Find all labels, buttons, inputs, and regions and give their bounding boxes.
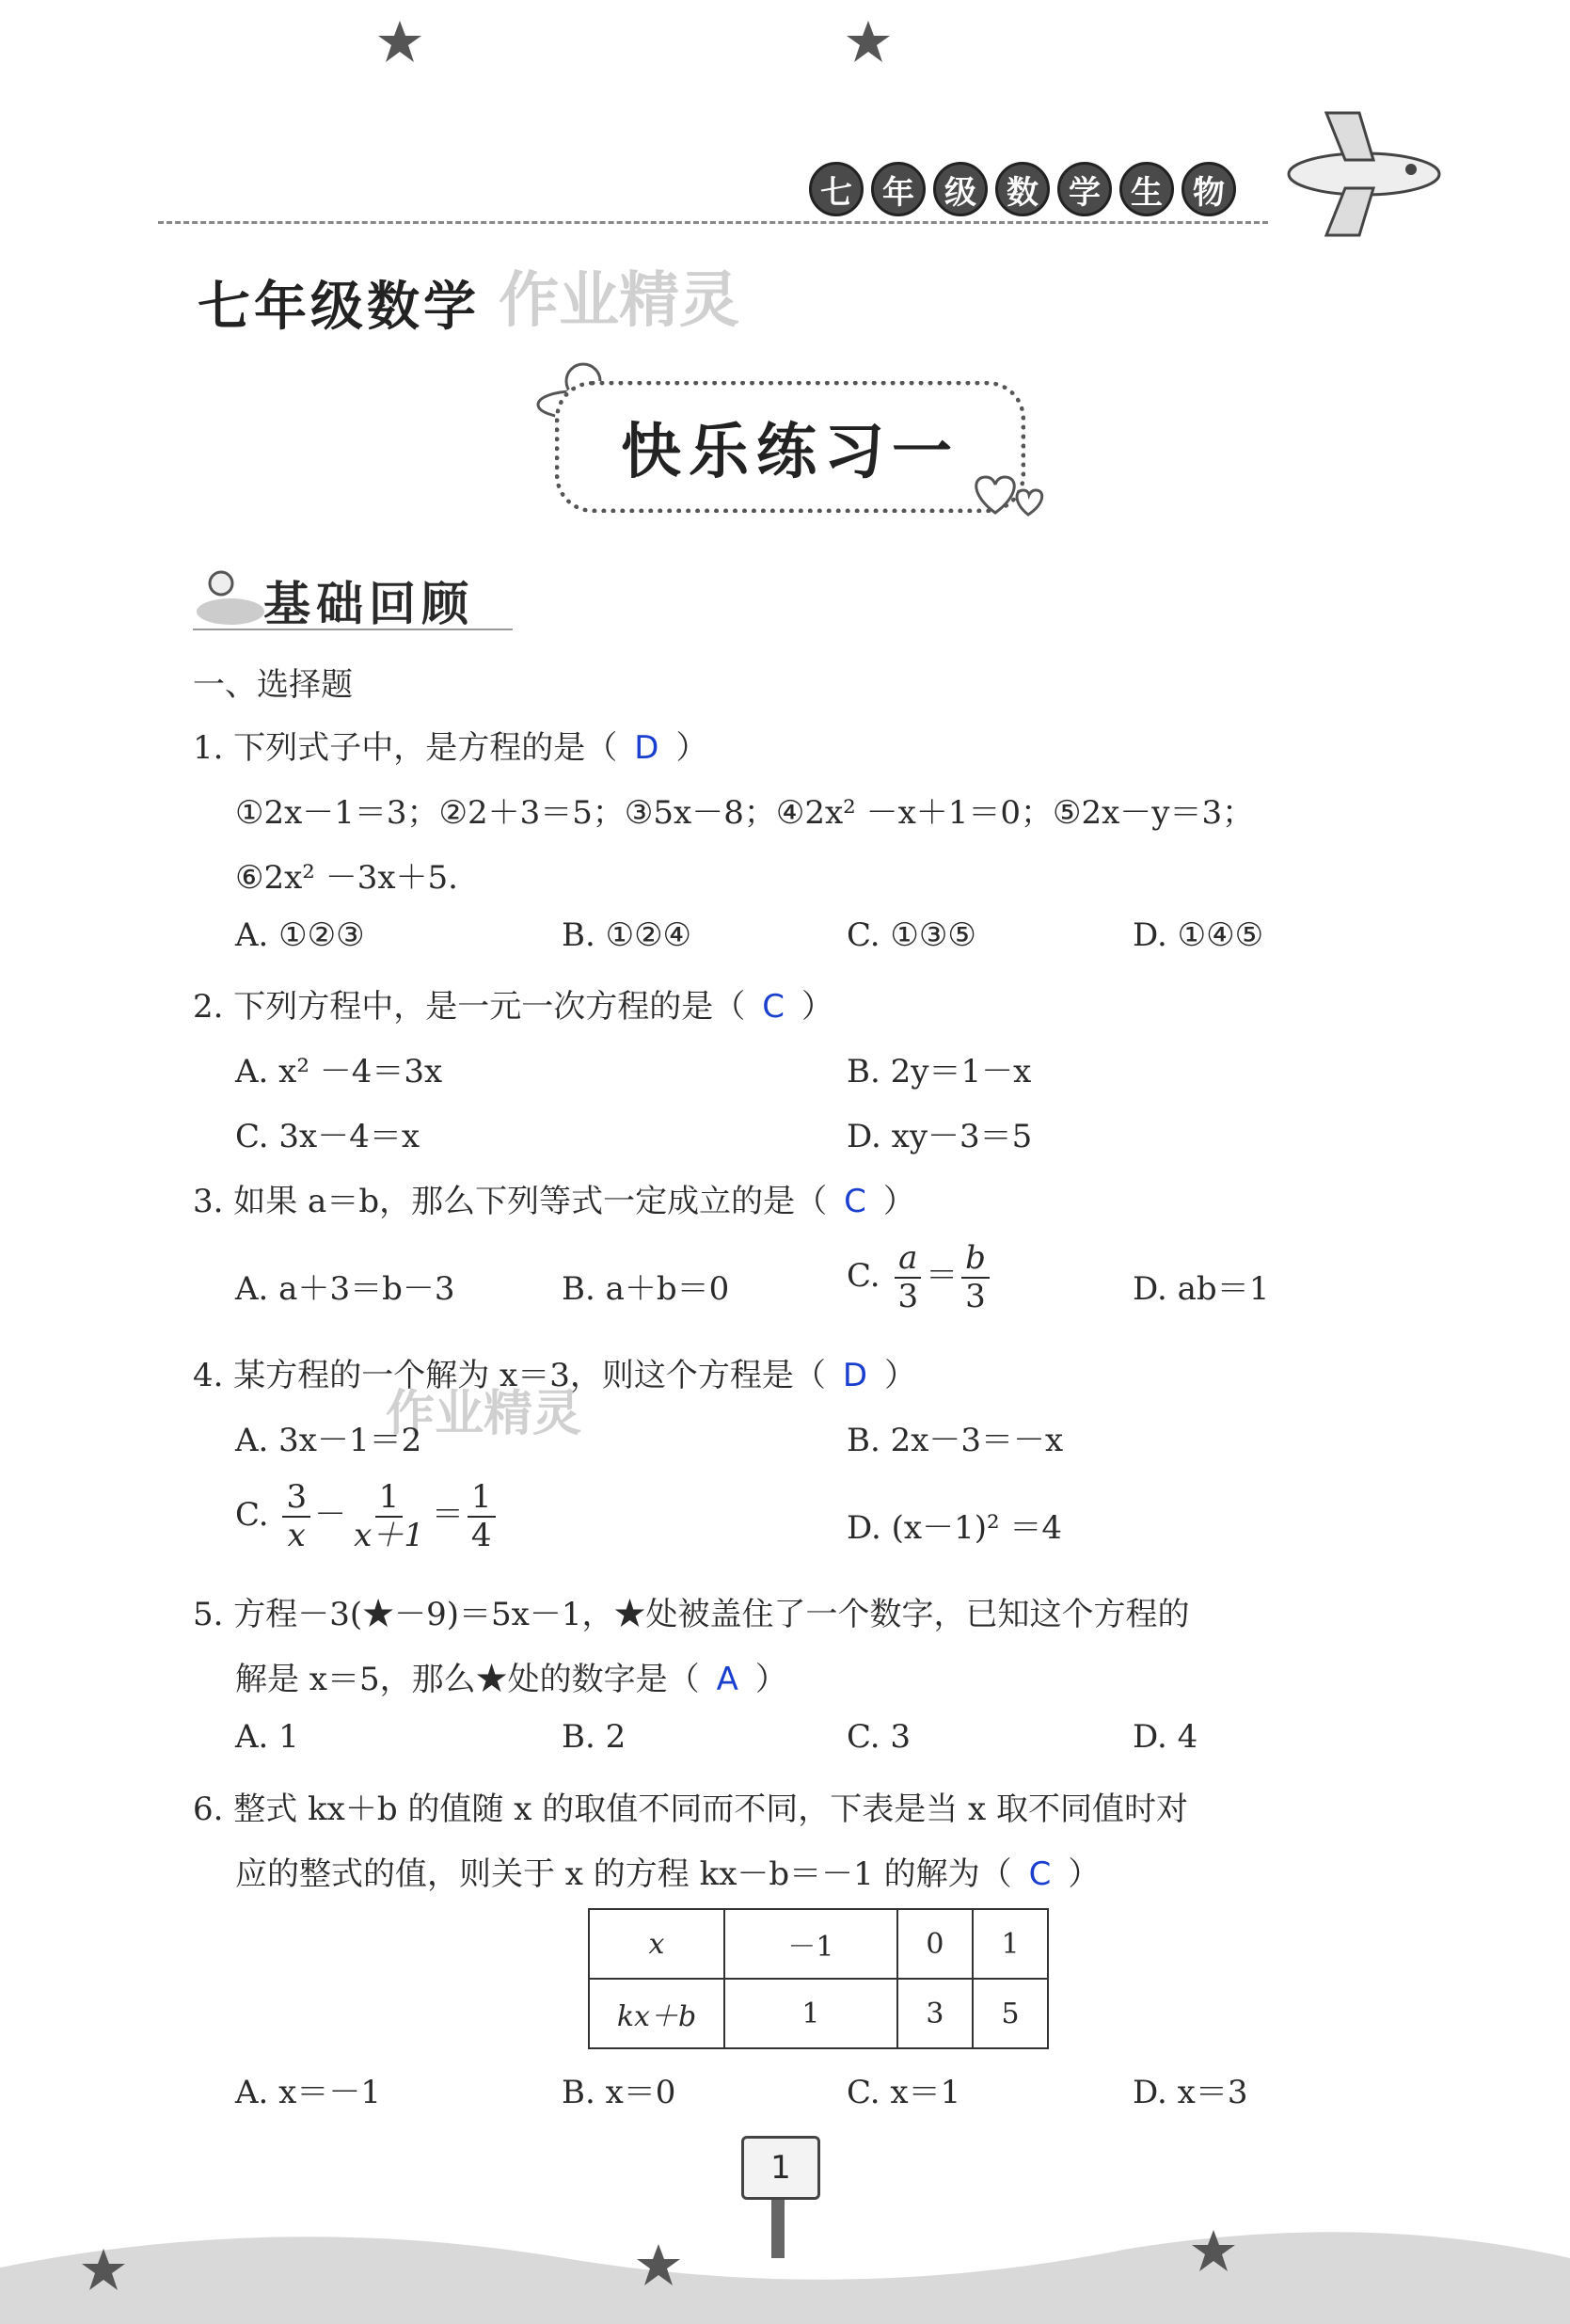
- option-a: A. ①②③: [235, 916, 365, 954]
- option-a: A. 3x－1＝2: [235, 1422, 422, 1459]
- part-title: 一、选择题: [193, 666, 353, 704]
- fraction: $\frac{3}{x}$: [282, 1479, 310, 1554]
- option-d: D. x＝3: [1133, 2074, 1248, 2111]
- table-row: [589, 1979, 1048, 2048]
- option-b: B. x＝0: [562, 2074, 676, 2111]
- signpost: [771, 2192, 785, 2258]
- value-table: [588, 1908, 1049, 2049]
- question-4-stem: 4. 某方程的一个解为 x＝3，则这个方程是（ D ）: [193, 1357, 917, 1394]
- table-cell: x: [589, 1909, 724, 1979]
- option-a: A. x＝－1: [235, 2074, 381, 2111]
- question-3-stem: 3. 如果 a＝b，那么下列等式一定成立的是（ C ）: [193, 1183, 915, 1220]
- table-row: [589, 1909, 1048, 1979]
- hills-decoration: [0, 2192, 1570, 2324]
- option-a: A. 1: [235, 1718, 299, 1756]
- question-2-stem: 2. 下列方程中，是一元一次方程的是（ C ）: [193, 988, 833, 1026]
- fraction: $\frac{1}{x+1}$: [354, 1478, 424, 1555]
- section-title: 基础回顾: [263, 576, 474, 631]
- question-5-stem: 5. 方程－3(★－9)＝5x－1，★处被盖住了一个数字，已知这个方程的: [193, 1596, 1190, 1633]
- fraction: $\frac{b}{3}$: [961, 1240, 990, 1315]
- table-cell: 1: [724, 1979, 897, 2048]
- fraction: $\frac{a}{3}$: [894, 1240, 922, 1315]
- option-a: A. a＋3＝b－3: [235, 1270, 455, 1308]
- table-cell: 1: [973, 1909, 1048, 1979]
- series-char: 学: [1057, 162, 1112, 216]
- option-b: B. 2: [562, 1718, 626, 1756]
- option-d: D. 4: [1133, 1718, 1198, 1756]
- star-decoration-icon: [376, 19, 423, 66]
- table-cell: 5: [973, 1979, 1048, 2048]
- subject-title: 七年级数学: [198, 277, 480, 338]
- series-char: 数: [995, 162, 1050, 216]
- header-divider: [158, 221, 1268, 224]
- option-c: C. 3x－4＝x: [235, 1118, 420, 1155]
- series-char: 年: [871, 162, 926, 216]
- option-d: D. ab＝1: [1133, 1270, 1270, 1308]
- answer-q5: A: [716, 1661, 738, 1698]
- lesson-banner: [555, 381, 1025, 513]
- answer-q2: C: [762, 988, 785, 1026]
- answer-q3: C: [844, 1183, 866, 1220]
- option-a: A. x² －4＝3x: [235, 1053, 443, 1090]
- page-number: 1: [741, 2136, 820, 2200]
- series-char: 物: [1181, 162, 1236, 216]
- option-b: B. a＋b＝0: [562, 1270, 730, 1308]
- option-c: C. 3: [847, 1718, 912, 1756]
- question-5-stem-cont: 解是 x＝5，那么★处的数字是（ A ）: [235, 1661, 787, 1698]
- option-d: D. xy－3＝5: [847, 1118, 1033, 1155]
- question-1-stem: 1. 下列式子中，是方程的是（ D ）: [193, 729, 708, 767]
- option-b: B. 2x－3＝－x: [847, 1422, 1064, 1459]
- star-decoration-icon: [845, 19, 892, 66]
- section-divider: [193, 629, 513, 630]
- answer-q6: C: [1028, 1855, 1052, 1893]
- option-d: D. (x－1)² ＝4: [847, 1509, 1063, 1547]
- table-cell: 0: [897, 1909, 973, 1979]
- series-title: [809, 162, 1236, 216]
- series-char: 级: [933, 162, 988, 216]
- heart-icon: [967, 466, 1052, 522]
- lesson-title: 快乐练习一: [621, 418, 959, 487]
- question-6-stem: 6. 整式 kx＋b 的值随 x 的取值不同而不同，下表是当 x 取不同值时对: [193, 1791, 1188, 1828]
- airplane-icon: [1270, 103, 1458, 245]
- option-c: C. $\frac{a}{3}$ ＝ $\frac{b}{3}$: [847, 1240, 993, 1315]
- fraction: $\frac{1}{4}$: [468, 1479, 496, 1554]
- table-cell: 3: [897, 1979, 973, 2048]
- watermark: 作业精灵: [386, 1386, 582, 1442]
- answer-q4: D: [842, 1357, 868, 1394]
- cartoon-figure-icon: [193, 560, 268, 630]
- option-c: C. ①③⑤: [847, 916, 976, 954]
- answer-q1: D: [634, 729, 659, 767]
- series-char: 生: [1119, 162, 1174, 216]
- question-1-items: ①2x－1＝3；②2＋3＝5；③5x－8；④2x² －x＋1＝0；⑤2x－y＝3；: [235, 794, 1255, 832]
- table-cell: －1: [724, 1909, 897, 1979]
- option-d: D. ①④⑤: [1133, 916, 1264, 954]
- question-1-items: ⑥2x² －3x＋5.: [235, 859, 458, 897]
- option-b: B. ①②④: [562, 916, 692, 954]
- option-c: C. x＝1: [847, 2074, 961, 2111]
- table-cell: kx＋b: [589, 1979, 724, 2048]
- watermark: 作业精灵: [499, 266, 739, 336]
- option-c: C. $\frac{3}{x}$ － $\frac{1}{x+1}$ ＝ $\frac{1}{4}$: [235, 1479, 500, 1554]
- question-6-stem-cont: 应的整式的值，则关于 x 的方程 kx－b＝－1 的解为（ C ）: [235, 1855, 1101, 1893]
- option-b: B. 2y＝1－x: [847, 1053, 1032, 1090]
- series-char: 七: [809, 162, 864, 216]
